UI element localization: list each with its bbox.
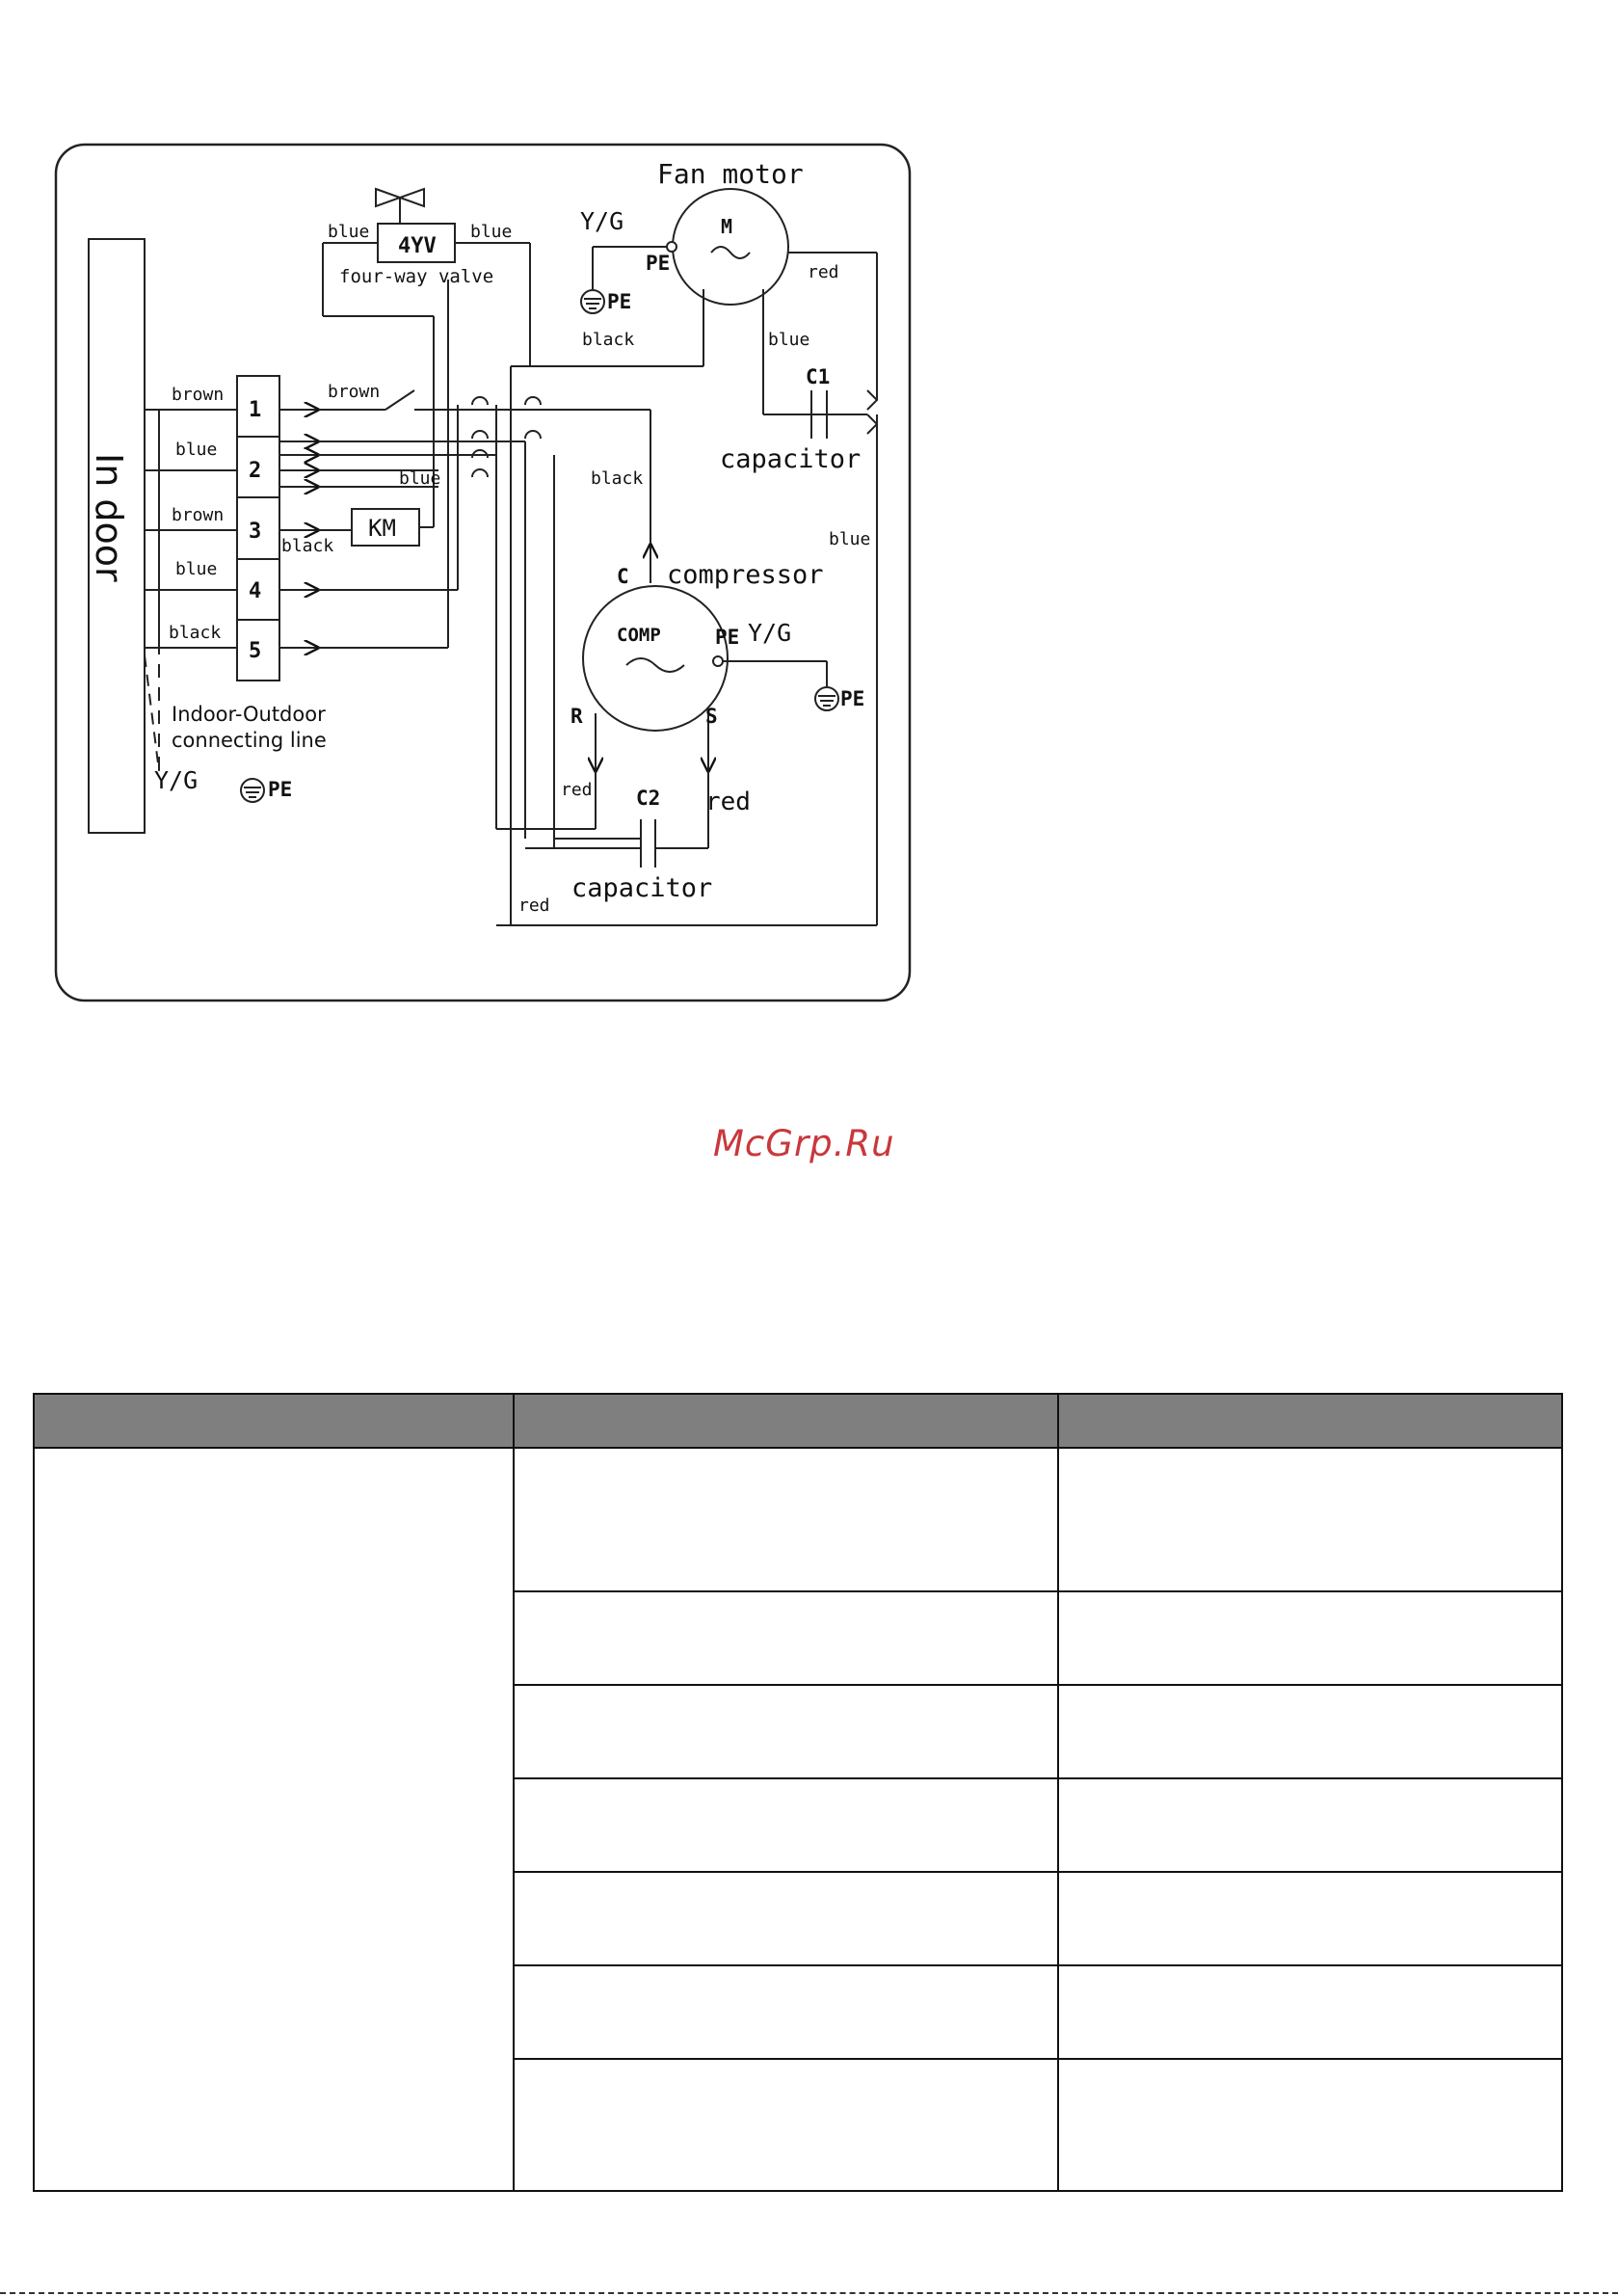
connecting-line-label-2: connecting line <box>172 729 327 752</box>
table-cell <box>1058 1778 1562 1872</box>
capacitor-c1-label: C1 <box>806 365 831 388</box>
terminal-3: 3 <box>249 520 262 544</box>
table-cell <box>514 1872 1058 1965</box>
wire-label: blue <box>175 559 218 579</box>
ground-symbol-indoor <box>241 779 264 802</box>
table-cell <box>514 1778 1058 1872</box>
wire-label: black <box>281 536 334 556</box>
table-cell <box>1058 1591 1562 1685</box>
table-cell <box>514 2059 1058 2191</box>
fan-ground-pe-2: PE <box>607 290 632 313</box>
table-header-row <box>34 1394 1562 1448</box>
fan-motor-symbol: M <box>721 215 733 238</box>
fan-ground-pe-1: PE <box>646 252 671 275</box>
table-header-cell <box>1058 1394 1562 1448</box>
wire-label: blue <box>399 468 441 489</box>
terminal-5: 5 <box>249 639 262 663</box>
table-cell <box>514 1965 1058 2059</box>
wire-label: brown <box>328 382 381 402</box>
table-merged-cell <box>34 1448 514 2191</box>
wire-label: red <box>561 780 593 800</box>
compressor-label: compressor <box>667 560 824 590</box>
table-cell <box>1058 2059 1562 2191</box>
watermark: McGrp.Ru <box>713 1123 895 1164</box>
capacitor-c2-label: C2 <box>636 787 661 810</box>
relay-km-label: KM <box>368 515 396 542</box>
wire-label: blue <box>768 330 810 350</box>
comp-ground-pe-2: PE <box>840 687 865 710</box>
wire-label: brown <box>172 505 225 525</box>
four-way-valve-code: 4YV <box>398 234 437 258</box>
table-row <box>34 1448 1562 1591</box>
table-header-cell <box>514 1394 1058 1448</box>
table-cell <box>514 1685 1058 1778</box>
wire-label: blue <box>470 222 513 242</box>
ground-symbol-compressor <box>815 687 838 710</box>
fan-motor-title: Fan motor <box>657 158 804 190</box>
table-cell <box>1058 1685 1562 1778</box>
capacitor-c2-caption: capacitor <box>571 873 713 903</box>
terminal-2: 2 <box>249 459 262 483</box>
connecting-line-label-1: Indoor-Outdoor <box>172 703 326 726</box>
indoor-label: In door <box>88 453 130 582</box>
wire-label: red <box>705 788 751 816</box>
comp-ground-yg: Y/G <box>748 619 792 647</box>
table-cell <box>1058 1872 1562 1965</box>
fan-motor-circle <box>673 189 788 305</box>
wire-label: black <box>582 330 635 350</box>
ground-symbol-fan <box>581 290 604 313</box>
wire-label: red <box>518 895 550 916</box>
terminal-1: 1 <box>249 398 262 422</box>
wire-label: blue <box>328 222 370 242</box>
wire-label: brown <box>172 385 225 405</box>
table-cell <box>1058 1965 1562 2059</box>
table-cell <box>514 1591 1058 1685</box>
wire-label: black <box>169 623 222 643</box>
compressor-symbol: COMP <box>617 625 661 646</box>
wire-label: blue <box>829 529 871 549</box>
four-way-valve-label: four-way valve <box>339 266 494 287</box>
comp-ground-pe-1: PE <box>715 626 740 649</box>
wire-label: black <box>591 468 644 489</box>
wire-label: blue <box>175 440 218 460</box>
capacitor-c1-caption: capacitor <box>720 444 862 474</box>
wiring-diagram <box>0 0 1618 1041</box>
fan-ground-yg: Y/G <box>580 207 624 235</box>
indoor-ground-pe: PE <box>268 778 293 801</box>
compressor-terminal-c: C <box>617 565 629 588</box>
table-header-cell <box>34 1394 514 1448</box>
table-cell <box>1058 1448 1562 1591</box>
compressor-terminal-r: R <box>570 705 583 728</box>
terminal-4: 4 <box>249 579 262 603</box>
indoor-ground-yg: Y/G <box>154 766 199 794</box>
spec-table <box>33 1393 1563 2192</box>
compressor-terminal-s: S <box>705 705 718 728</box>
page-footer-divider <box>0 2292 1618 2294</box>
wire-label: red <box>808 262 839 282</box>
table-cell <box>514 1448 1058 1591</box>
